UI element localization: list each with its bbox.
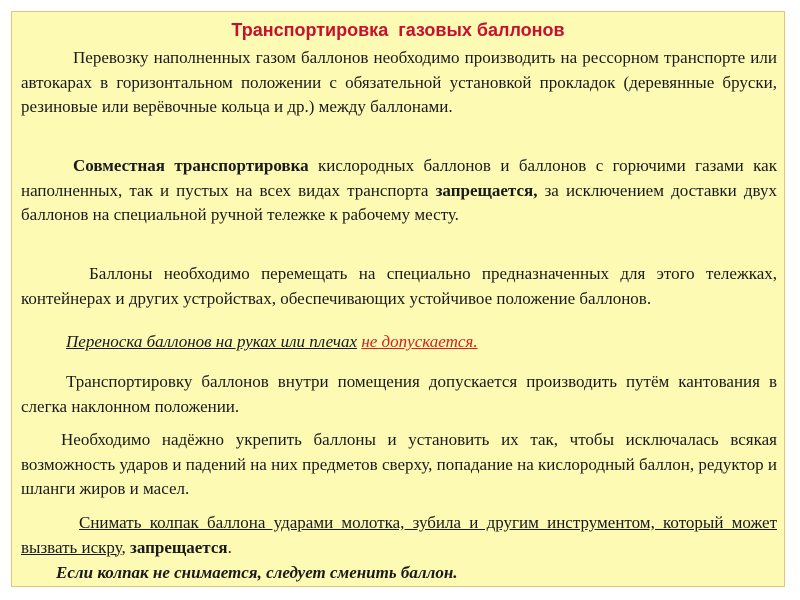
paragraph-cap-removal — [21, 511, 777, 560]
cap-removal-underlined: Снимать колпак баллона ударами молотка, зубила и другим инструментом, который может вызвать искру — [21, 513, 777, 557]
slide-panel — [11, 11, 785, 587]
slide-title: Транспортировка газовых баллонов — [231, 20, 565, 40]
paragraph-indoor-transport: Транспортировку баллонов внутри помещения допускается производить путём кантования в слегка наклонном положении. — [21, 372, 777, 416]
note-replace-cylinder: Если колпак не снимается, следует сменить баллон. — [56, 563, 458, 582]
paragraph-carts: Баллоны необходимо перемещать на специально предназначенных для этого тележках, контейнерах и других устройствах, обеспечивающих устойчивое положение баллонов. — [21, 264, 777, 308]
joint-transport-exception: за исключением доставки двух баллонов на специальной ручной тележке к рабочему месту. — [21, 180, 777, 224]
paragraph-joint-transport — [21, 154, 777, 228]
note-carry-text: Переноска баллонов на руках или плечах — [66, 332, 358, 351]
cap-removal-forbidden: запрещается — [129, 537, 228, 557]
note-carry-forbidden: не допускается. — [361, 332, 478, 351]
cap-removal-separator: , — [121, 537, 130, 557]
paragraph-secure-cylinders: Необходимо надёжно укрепить баллоны и установить их так, чтобы исключалась всякая возможность ударов и падений на них предметов сверху, попадание на кислородный баллон, редуктор и шланги жиров и масел. — [21, 430, 777, 498]
note-carry-by-hand — [66, 330, 478, 354]
joint-transport-lead: Совместная транспортировка — [73, 156, 309, 175]
cap-removal-end: . — [227, 537, 232, 557]
paragraph-transport-horizontal: Перевозку наполненных газом баллонов необходимо производить на рессорном транспорте или автокарах в горизонтальном положении с обязательной установкой прокладок (деревянные бруски, резиновые или верёвочные кольца и др.) между баллонами. — [21, 48, 777, 116]
joint-transport-text: кислородных баллонов и баллонов с горючими газами как наполненных, так и пустых на всех видах транспорта — [21, 156, 777, 200]
joint-transport-forbidden: запрещается, — [435, 180, 538, 200]
